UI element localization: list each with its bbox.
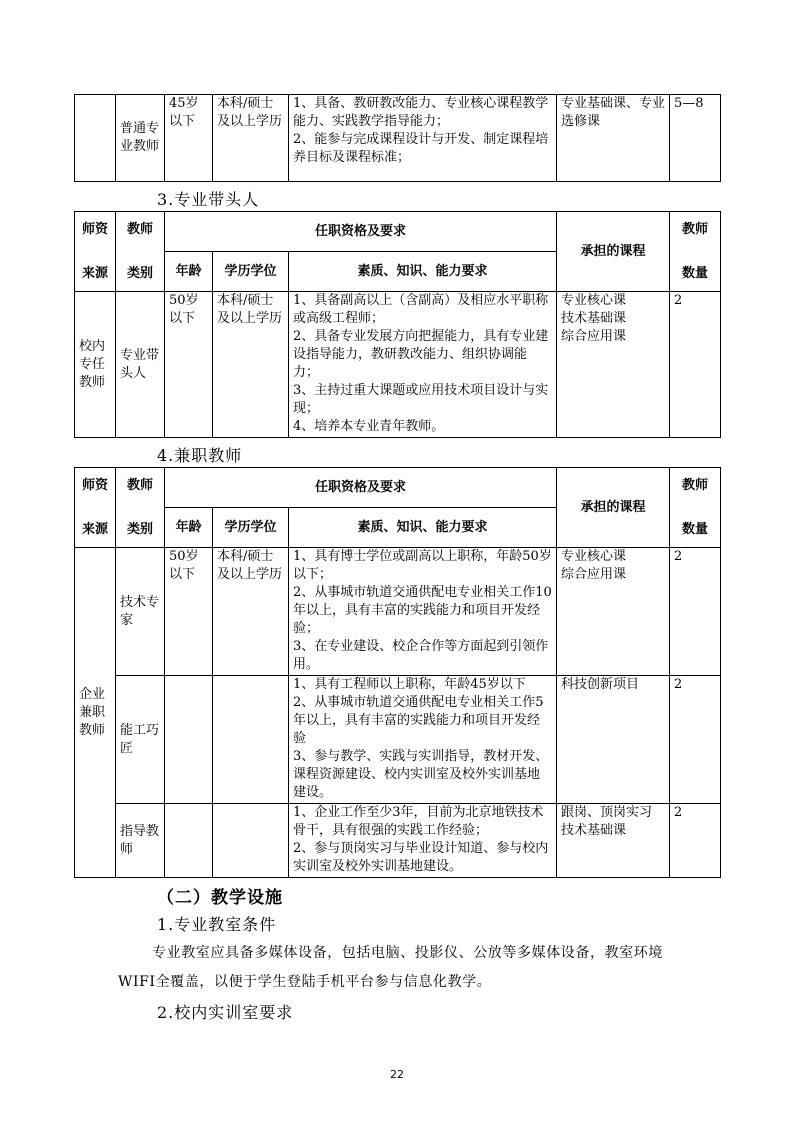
header-ability: 素质、知识、能力要求 — [289, 252, 557, 292]
degree-cell — [213, 676, 289, 804]
section-heading-facilities: （二）教学设施 — [157, 888, 283, 908]
requirement-item: 1、具有工程师以上职称，年龄45岁以下 — [293, 677, 526, 692]
degree-cell — [213, 804, 289, 878]
count-cell: 5—8 — [670, 95, 721, 182]
age-cell: 50岁以下 — [165, 292, 213, 438]
requirements-cell — [289, 676, 557, 804]
header-ability: 素质、知识、能力要求 — [289, 508, 557, 548]
header-source: 师资 来源 — [75, 212, 116, 292]
header-age: 年龄 — [165, 252, 213, 292]
table-row — [75, 804, 721, 878]
age-cell — [165, 676, 213, 804]
page-number: 22 — [390, 1068, 404, 1081]
course-item: 技术基础课 — [561, 311, 627, 326]
table-row — [75, 95, 721, 182]
header-qualification: 任职资格及要求 — [165, 212, 557, 252]
requirement-item: 1、具备、教研教改能力、专业核心课程教学能力、实践教学指导能力； — [293, 96, 549, 129]
section-heading-parttime: 4.兼职教师 — [157, 446, 243, 465]
table-leader — [74, 211, 721, 438]
courses-cell: 专业基础课、专业选修课 — [557, 95, 670, 182]
paragraph-classroom: 专业教室应具备多媒体设备，包括电脑、投影仪、公放等多媒体设备，教室环境WIFI全覆盖，以便于学生登陆手机平台参与信息化教学。 — [118, 945, 663, 990]
source-cell — [75, 95, 116, 182]
course-item: 科技创新项目 — [561, 677, 640, 692]
count-cell: 2 — [670, 804, 721, 878]
requirement-item: 3、参与教学、实践与实训指导，教材开发、课程资源建设、校内实训室及校外实训基地建设。 — [293, 749, 549, 800]
count-cell: 2 — [670, 292, 721, 438]
requirement-item: 2、能参与完成课程设计与开发、制定课程培养目标及课程标准； — [293, 132, 549, 165]
header-courses: 承担的课程 — [557, 468, 670, 548]
section-heading-leader: 3.专业带头人 — [157, 190, 260, 209]
category-cell: 技术专家 — [116, 548, 165, 676]
age-cell: 45岁以下 — [165, 95, 213, 182]
age-cell — [165, 804, 213, 878]
table-parttime — [74, 467, 721, 878]
table-row — [75, 676, 721, 804]
requirement-item: 1、具有博士学位或副高以上职称，年龄50岁以下； — [293, 549, 552, 582]
courses-cell — [557, 292, 670, 438]
requirement-item: 3、在专业建设、校企合作等方面起到引领作用。 — [293, 639, 549, 672]
header-degree: 学历学位 — [213, 508, 289, 548]
subheading-training-room: 2.校内实训室要求 — [157, 1003, 294, 1022]
header-category: 教师 类别 — [116, 468, 165, 548]
requirement-item: 1、企业工作至少3年，目前为北京地铁技术骨干，具有很强的实践工作经验； — [293, 805, 544, 838]
requirement-item: 2、从事城市轨道交通供配电专业相关工作10年以上，具有丰富的实践能力和项目开发经验； — [293, 585, 552, 636]
course-item: 技术基础课 — [561, 823, 627, 838]
requirements-cell — [289, 292, 557, 438]
requirement-item: 2、具备专业发展方向把握能力，具有专业建设指导能力，教研教改能力、组织协调能力； — [293, 329, 549, 380]
header-category: 教师 类别 — [116, 212, 165, 292]
requirement-item: 2、从事城市轨道交通供配电专业相关工作5年以上，具有丰富的实践能力和项目开发经验 — [293, 695, 544, 746]
header-qualification: 任职资格及要求 — [165, 468, 557, 508]
header-age: 年龄 — [165, 508, 213, 548]
requirement-item: 4、培养本专业青年教师。 — [293, 419, 445, 434]
requirement-item: 1、具备副高以上（含副高）及相应水平职称或高级工程师； — [293, 293, 549, 326]
header-row — [75, 212, 721, 252]
requirement-item: 3、主持过重大课题或应用技术项目设计与实现； — [293, 383, 549, 416]
header-source: 师资 来源 — [75, 468, 116, 548]
requirement-item: 2、参与顶岗实习与毕业设计知道、参与校内实训室及校外实训基地建设。 — [293, 841, 549, 874]
age-cell: 50岁以下 — [165, 548, 213, 676]
table-row — [75, 292, 721, 438]
header-row — [75, 468, 721, 508]
header-courses: 承担的课程 — [557, 212, 670, 292]
course-item: 综合应用课 — [561, 567, 627, 582]
table-row — [75, 548, 721, 676]
category-cell: 普通专业教师 — [116, 95, 165, 182]
count-cell: 2 — [670, 548, 721, 676]
course-item: 专业核心课 — [561, 549, 627, 564]
source-cell: 企业兼职教师 — [75, 548, 116, 878]
course-item: 跟岗、顶岗实习 — [561, 805, 653, 820]
source-cell: 校内专任教师 — [75, 292, 116, 438]
header-count: 教师 数量 — [670, 468, 721, 548]
header-degree: 学历学位 — [213, 252, 289, 292]
degree-cell: 本科/硕士及以上学历 — [213, 292, 289, 438]
course-item: 专业核心课 — [561, 293, 627, 308]
count-cell: 2 — [670, 676, 721, 804]
category-cell: 专业带头人 — [116, 292, 165, 438]
courses-cell — [557, 676, 670, 804]
degree-cell: 本科/硕士及以上学历 — [213, 548, 289, 676]
table-common-teachers — [74, 94, 721, 182]
course-item: 综合应用课 — [561, 329, 627, 344]
courses-cell — [557, 804, 670, 878]
requirements-cell — [289, 548, 557, 676]
courses-cell — [557, 548, 670, 676]
requirements-cell — [289, 804, 557, 878]
subheading-classroom: 1.专业教室条件 — [157, 915, 277, 934]
degree-cell: 本科/硕士及以上学历 — [213, 95, 289, 182]
header-count: 教师 数量 — [670, 212, 721, 292]
category-cell: 能工巧匠 — [116, 676, 165, 804]
requirements-cell — [289, 95, 557, 182]
category-cell: 指导教师 — [116, 804, 165, 878]
